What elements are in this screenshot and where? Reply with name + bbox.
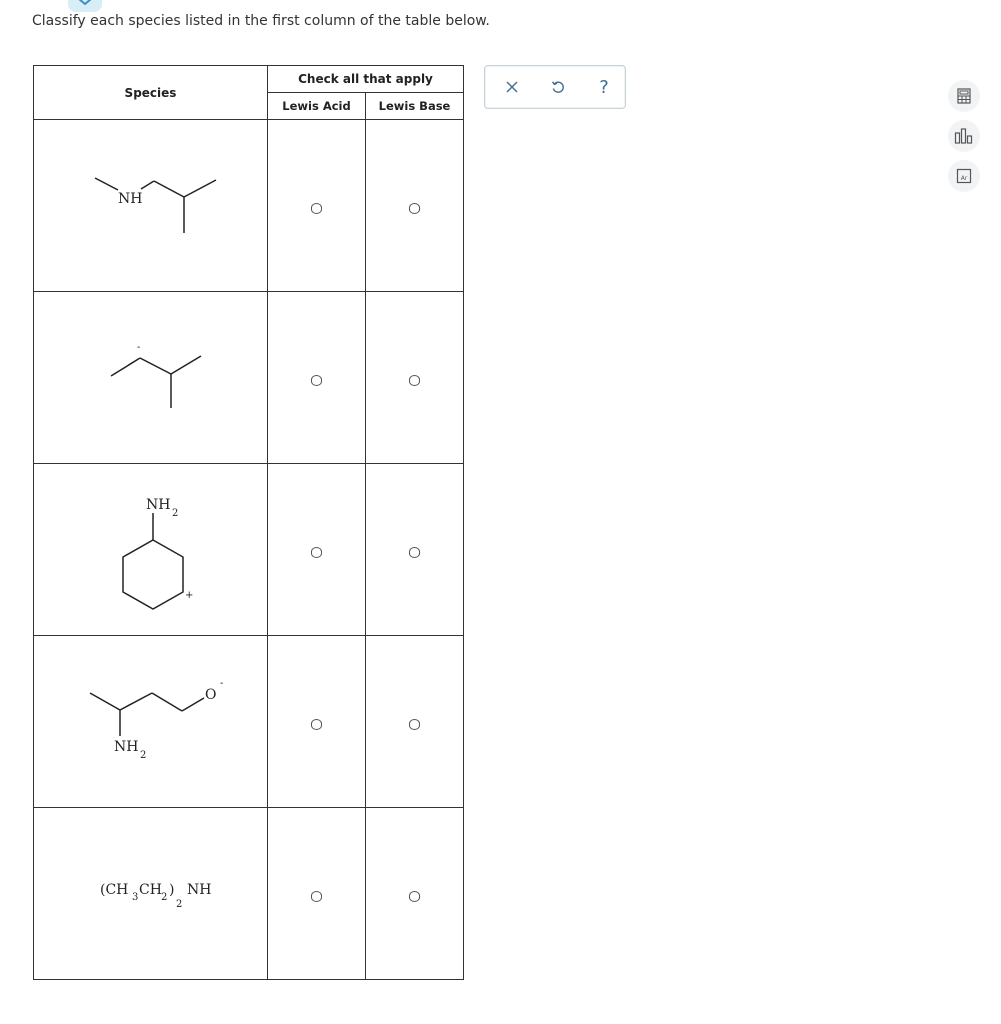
lewis-acid-header: Lewis Acid	[268, 93, 366, 120]
svg-text:Ar: Ar	[960, 175, 968, 182]
svg-text:NH: NH	[114, 739, 139, 755]
table-row	[34, 120, 464, 292]
undo-icon	[551, 80, 565, 94]
species-structure-3	[34, 464, 268, 636]
svg-text:3: 3	[132, 892, 139, 903]
check-all-header: Check all that apply	[268, 66, 464, 93]
svg-text:-: -	[220, 678, 224, 689]
lewis-acid-checkbox-2[interactable]	[311, 375, 322, 386]
undo-button[interactable]	[547, 76, 569, 98]
molecule-structure-4	[34, 636, 267, 807]
molecule-structure-3	[34, 464, 267, 635]
species-header: Species	[34, 66, 268, 120]
lewis-acid-checkbox-3[interactable]	[311, 547, 322, 558]
svg-text:2: 2	[172, 508, 179, 519]
species-structure-2	[34, 292, 268, 464]
lewis-acid-checkbox-5[interactable]	[311, 891, 322, 902]
molecule-structure-1	[34, 120, 267, 291]
svg-text:2: 2	[176, 899, 183, 910]
svg-text:-: -	[137, 342, 141, 353]
lewis-acid-checkbox-1[interactable]	[311, 203, 322, 214]
svg-text:2: 2	[140, 750, 147, 761]
svg-text:+: +	[185, 590, 194, 601]
x-icon	[506, 81, 518, 93]
periodic-table-button[interactable]	[948, 160, 980, 192]
species-structure-5	[34, 808, 268, 980]
lewis-base-header: Lewis Base	[366, 93, 464, 120]
svg-text:NH: NH	[146, 497, 171, 513]
lewis-base-checkbox-4[interactable]	[409, 719, 420, 730]
data-chart-button[interactable]	[948, 120, 980, 152]
species-structure-4	[34, 636, 268, 808]
lewis-base-checkbox-1[interactable]	[409, 203, 420, 214]
calculator-icon	[957, 88, 971, 104]
lewis-base-checkbox-2[interactable]	[409, 375, 420, 386]
chevron-down-icon	[78, 0, 92, 6]
table-row	[34, 636, 464, 808]
table-row	[34, 292, 464, 464]
table-row	[34, 808, 464, 980]
molecule-structure-2	[34, 292, 267, 463]
answer-toolbar	[484, 65, 626, 109]
side-tools	[948, 80, 980, 200]
species-structure-1	[34, 120, 268, 292]
calculator-button[interactable]	[948, 80, 980, 112]
bar-chart-icon	[954, 128, 974, 144]
table-row	[34, 464, 464, 636]
svg-text:2: 2	[161, 892, 168, 903]
lewis-acid-checkbox-4[interactable]	[311, 719, 322, 730]
svg-text:CH: CH	[139, 882, 162, 898]
svg-text:NH: NH	[187, 882, 212, 898]
periodic-table-icon	[956, 168, 972, 184]
molecule-formula-5	[34, 808, 267, 979]
lewis-base-checkbox-3[interactable]	[409, 547, 420, 558]
classification-table	[33, 65, 464, 980]
svg-text:(CH: (CH	[100, 882, 129, 898]
svg-text:): )	[169, 882, 175, 898]
clear-button[interactable]	[501, 76, 523, 98]
collapse-tab[interactable]	[68, 0, 102, 12]
lewis-base-checkbox-5[interactable]	[409, 891, 420, 902]
svg-text:O: O	[205, 687, 217, 703]
question-prompt: Classify each species listed in the first column of the table below.	[32, 13, 490, 29]
help-button[interactable]: ?	[599, 76, 609, 98]
svg-text:NH: NH	[118, 191, 143, 207]
